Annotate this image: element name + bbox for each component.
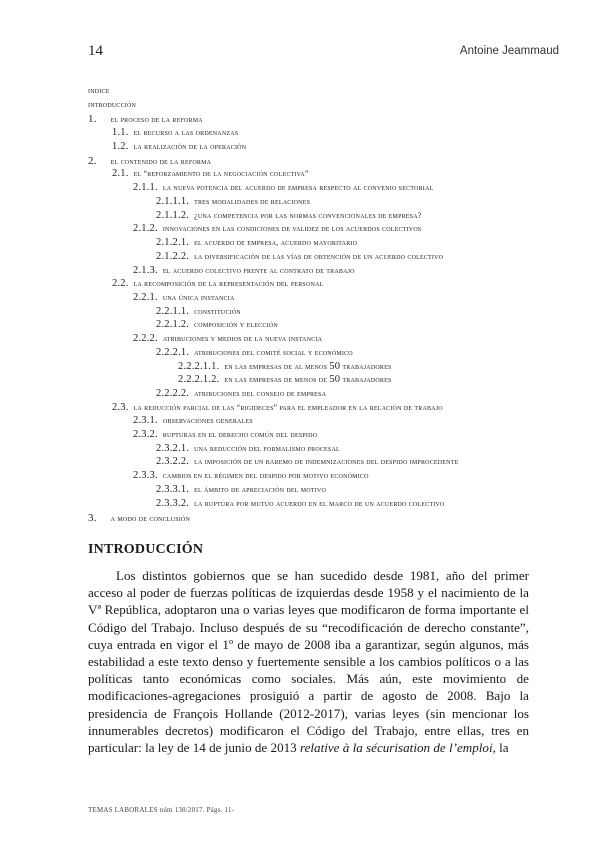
toc-entry: 2.2.2.2. atribuciones del consejo de empresa [156, 388, 327, 399]
toc-entry: 2.3.3.2. la ruptura por mutuo acuerdo en el marco de un acuerdo colectivo [156, 498, 445, 509]
page-number: 14 [88, 43, 103, 59]
toc-entry: 1. el proceso de la reforma [88, 113, 203, 125]
page-footer: TEMAS LABORALES núm 138/2017. Págs. 11- [88, 806, 235, 814]
section-heading: INTRODUCCIÓN [88, 542, 204, 557]
body-paragraph: Los distintos gobiernos que se han sucedido desde 1981, año del primer acceso al poder de fuerzas políticas de izquierdas desde 1958 y el nacimiento de la Vª República, adoptaron una o varias leyes que modificaron de forma importante el Código del Trabajo. Incluso después de su “recodificación de derecho constante”, cuya entrada en vigor el 1º de mayo de 2008 iba a garantizar, según algunos, más estabilidad a este texto denso y fuertemente sensible a los cambios políticos o a las políticas tanto económicas como sociales. Más aún, este movimiento de modificaciones-agregaciones prosiguió a partir de agosto de 2008. Bajo la presidencia de François Hollande (2012-2017), varias leyes (sin mencionar los innumerables decretos) modificaron el Código del Trabajo, entre ellas, tres en particular: la ley de 14 de junio de 2013 relative à la sécurisation de l’emploi, la [88, 568, 529, 756]
toc-entry: 2.1.2. innovaciones en las condiciones de validez de los acuerdos colectivos [133, 223, 422, 234]
toc-entry: 3. a modo de conclusión [88, 512, 190, 524]
toc-entry: 1.2. la realización de la operación [112, 141, 247, 152]
toc-entry: 2.1.1.2. ¿una competencia por las normas convencionales de empresa? [156, 210, 422, 221]
toc-entry: 2.3.1. observaciones generales [133, 415, 253, 426]
toc-entry: 2.1.3. el acuerdo colectivo frente al contrato de trabajo [133, 265, 355, 276]
toc-entry: 2.1.2.2. la diversificación de las vías de obtención de un acuerdo colectivo [156, 251, 444, 262]
running-header-author: Antoine Jeammaud [459, 45, 559, 57]
toc-entry: 2.2.2.1.1. en las empresas de al menos 50 trabajadores [178, 361, 392, 372]
toc-entry: 2. el contenido de la reforma [88, 155, 212, 167]
toc-entry: 1.1. el recurso a las ordenanzas [112, 127, 239, 138]
toc-entry: 2.2.1.1. constitución [156, 306, 241, 317]
toc-intro: introducción [88, 100, 137, 109]
toc-entry: 2.1.2.1. el acuerdo de empresa, acuerdo mayoritario [156, 237, 358, 248]
toc-entry: 2.3.3.1. el ámbito de apreciación del motivo [156, 484, 326, 495]
toc-entry: 2.1. el “reforzamiento de la negociación colectiva” [112, 168, 309, 179]
italic-law-title: relative à la sécurisation de l’emploi [299, 740, 493, 756]
toc-title: indice [88, 86, 110, 95]
toc-entry: 2.2.2.1. atribuciones del comité social y económico [156, 347, 353, 358]
toc-entry: 2.2.2.1.2. en las empresas de menos de 50 trabajadores [178, 374, 392, 385]
toc-entry: 2.3.2. rupturas en el derecho común del despido [133, 429, 318, 440]
toc-entry: 2.1.1.1. tres modalidades de relaciones [156, 196, 311, 207]
toc-entry: 2.1.1. la nueva potencia del acuerdo de empresa respecto al convenio sectorial [133, 182, 434, 193]
toc-entry: 2.3.2.2. la imposición de un baremo de indemnizaciones del despido improcedente [156, 456, 459, 467]
toc-entry: 2.3.2.1. una reducción del formalismo procesal [156, 443, 340, 454]
toc-entry: 2.2. la recomposición de la representación del personal [112, 278, 324, 289]
toc-entry: 2.3. la reducción parcial de las “rigideces” para el empleador en la relación de trabajo [112, 402, 443, 413]
toc-entry: 2.2.1.2. composición y elección [156, 319, 278, 330]
toc-entry: 2.3.3. cambios en el régimen del despido por motivo económico [133, 470, 369, 481]
toc-entry: 2.2.2. atribuciones y medios de la nueva instancia [133, 333, 323, 344]
toc-entry: 2.2.1. una única instancia [133, 292, 235, 303]
